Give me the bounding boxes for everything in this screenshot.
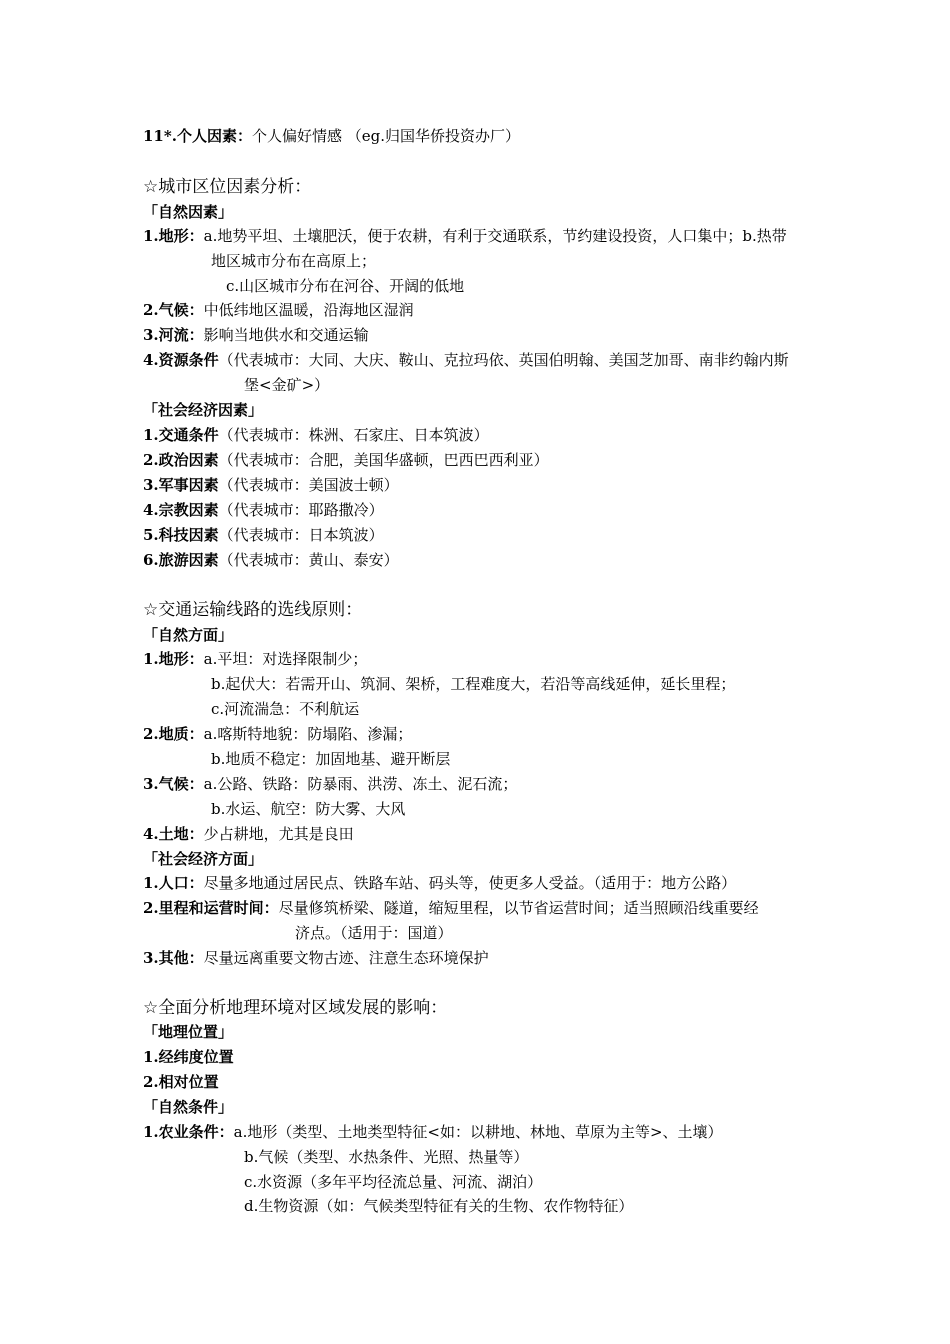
- text-line: 3.军事因素（代表城市：美国波士顿）: [143, 476, 399, 494]
- text-line: 1.交通条件（代表城市：株洲、石家庄、日本筑波）: [143, 426, 489, 444]
- section-heading: ☆城市区位因素分析：: [143, 177, 312, 197]
- section-heading: ☆交通运输线路的选线原则：: [143, 600, 363, 620]
- text-line: 地区城市分布在高原上；: [211, 252, 377, 270]
- subsection-heading: 「自然条件」: [143, 1098, 234, 1116]
- text-line: b.气候（类型、水热条件、光照、热量等）: [244, 1148, 529, 1166]
- text-line: 济点。（适用于：国道）: [295, 924, 453, 942]
- text-line: 4.宗教因素（代表城市：耶路撒冷）: [143, 501, 384, 519]
- text-line: 1.农业条件：a.地形（类型、土地类型特征<如：以耕地、林地、草原为主等>、土壤）: [143, 1123, 723, 1141]
- text-line: b.水运、航空：防大雾、大风: [211, 800, 406, 818]
- text-line: 1.地形：a.地势平坦、土壤肥沃，便于农耕，有利于交通联系，节约建设投资，人口集中；b.热带: [143, 227, 787, 245]
- section-heading: ☆全面分析地理环境对区域发展的影响：: [143, 998, 448, 1018]
- text-line: 1.经纬度位置: [143, 1048, 234, 1066]
- text-line: 4.土地：少占耕地，尤其是良田: [143, 825, 354, 843]
- text-line: 3.气候：a.公路、铁路：防暴雨、洪涝、冻土、泥石流；: [143, 775, 518, 793]
- text-line: 2.里程和运营时间：尽量修筑桥梁、隧道，缩短里程，以节省运营时间；适当照顾沿线重要经: [143, 899, 759, 917]
- text-line: 4.资源条件（代表城市：大同、大庆、鞍山、克拉玛依、英国伯明翰、美国芝加哥、南非约翰内斯: [143, 351, 789, 369]
- text-line: 1.人口：尽量多地通过居民点、铁路车站、码头等，使更多人受益。（适用于：地方公路）: [143, 874, 737, 892]
- text-line: 3.河流：影响当地供水和交通运输: [143, 326, 369, 344]
- text-line: b.地质不稳定：加固地基、避开断层: [211, 750, 451, 768]
- text-line: 6.旅游因素（代表城市：黄山、泰安）: [143, 551, 399, 569]
- text-line: 2.政治因素（代表城市：合肥，美国华盛顿，巴西巴西利亚）: [143, 451, 549, 469]
- text-line: 2.相对位置: [143, 1073, 219, 1091]
- subsection-heading: 「社会经济方面」: [143, 850, 264, 868]
- text-line: b.起伏大：若需开山、筑洞、架桥，工程难度大，若沿等高线延伸，延长里程；: [211, 675, 736, 693]
- subsection-heading: 「社会经济因素」: [143, 401, 264, 419]
- subsection-heading: 「地理位置」: [143, 1023, 234, 1041]
- subsection-heading: 「自然因素」: [143, 203, 234, 221]
- text-line: 2.气候：中低纬地区温暖，沿海地区湿润: [143, 301, 414, 319]
- text-line: d.生物资源（如：气候类型特征有关的生物、农作物特征）: [244, 1197, 634, 1215]
- subsection-heading: 「自然方面」: [143, 626, 234, 644]
- text-line: c.河流湍急：不利航运: [211, 700, 360, 718]
- text-line: 5.科技因素（代表城市：日本筑波）: [143, 526, 384, 544]
- text-line: c.水资源（多年平均径流总量、河流、湖泊）: [244, 1173, 543, 1191]
- text-line: 3.其他：尽量远离重要文物古迹、注意生态环境保护: [143, 949, 489, 967]
- text-line: 堡<金矿>）: [244, 376, 330, 394]
- text-line: 2.地质：a.喀斯特地貌：防塌陷、渗漏；: [143, 725, 413, 743]
- text-line: 11*.个人因素：个人偏好情感 （eg.归国华侨投资办厂）: [143, 127, 520, 145]
- text-line: 1.地形：a.平坦：对选择限制少；: [143, 650, 368, 668]
- text-line: c.山区城市分布在河谷、开阔的低地: [226, 277, 465, 295]
